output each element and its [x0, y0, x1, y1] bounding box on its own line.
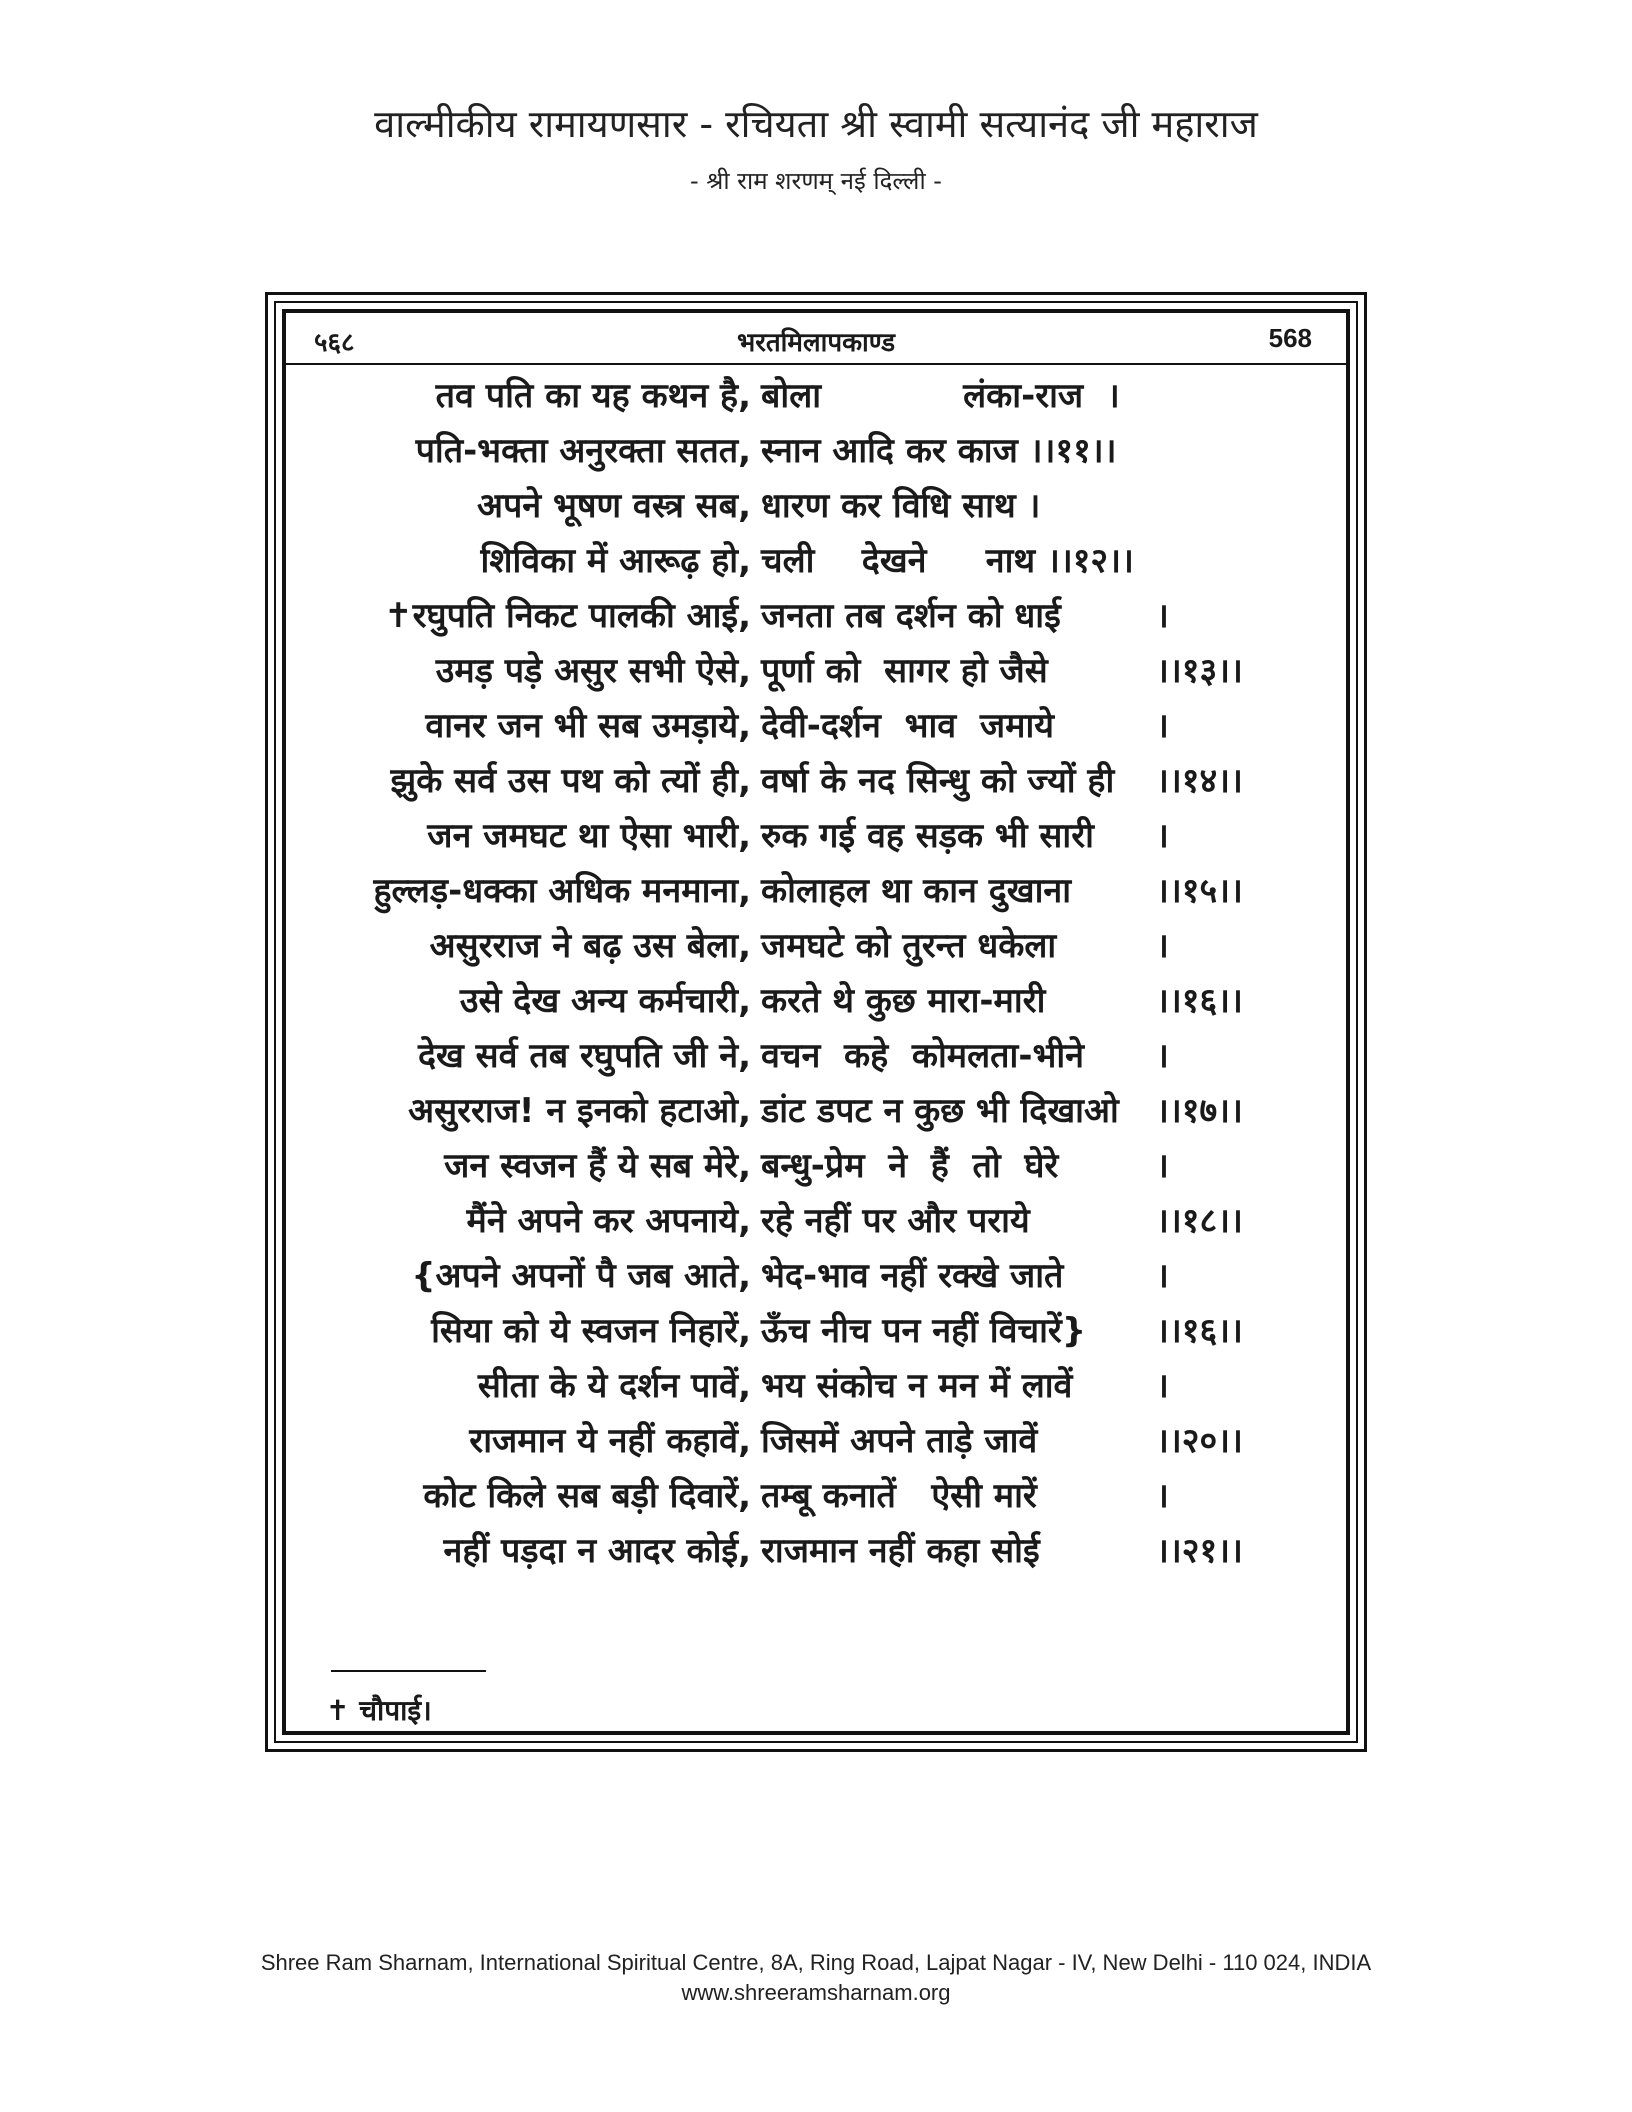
verse-first-half: जन स्वजन हैं ये सब मेरे, — [444, 1146, 751, 1186]
verse-first-half: नहीं पड़दा न आदर कोई, — [443, 1531, 751, 1571]
verse-first-half: कोट किले सब बड़ी दिवारें, — [423, 1476, 751, 1516]
verse-first-half: सिया को ये स्वजन निहारें, — [431, 1311, 751, 1351]
verse-marker: । — [1156, 926, 1169, 966]
verse-second-half: जमघटे को तुरन्त धकेला — [761, 926, 1057, 966]
verse-first-half: ✝रघुपति निकट पालकी आई, — [384, 596, 751, 636]
verse-second-half: बोला लंका-राज । — [761, 376, 1120, 416]
page-header — [286, 313, 1346, 365]
verse-line — [286, 1413, 1346, 1469]
verse-marker: ।।१५।। — [1156, 871, 1243, 911]
verse-line — [286, 1028, 1346, 1084]
verse-first-half: उसे देख अन्य कर्मचारी, — [459, 981, 751, 1021]
verse-first-half: अपने भूषण वस्त्र सब, — [476, 486, 751, 526]
verse-first-half: सीता के ये दर्शन पावें, — [477, 1366, 751, 1406]
verse-first-half: देख सर्व तब रघुपति जी ने, — [417, 1036, 751, 1076]
verse-line — [286, 478, 1346, 534]
verse-first-half: {अपने अपनों पै जब आते, — [411, 1256, 751, 1296]
verse-line — [286, 1083, 1346, 1139]
page-number-latin: 568 — [1268, 323, 1312, 353]
verse-marker: । — [1156, 1476, 1169, 1516]
verse-line — [286, 643, 1346, 699]
verse-line — [286, 1358, 1346, 1414]
verse-first-half: झुके सर्व उस पथ को त्यों ही, — [390, 761, 751, 801]
verse-marker: ।।१३।। — [1156, 651, 1243, 691]
verse-second-half: चली देखने नाथ ।।१२।। — [761, 541, 1134, 581]
verse-second-half: धारण कर विधि साथ । — [761, 486, 1041, 526]
footnote: ✝ चौपाई। — [326, 1694, 432, 1727]
footer-address: Shree Ram Sharnam, International Spiritual Centre, 8A, Ring Road, Lajpat Nagar - IV, New Delhi - 110 024, INDIA — [260, 1950, 1372, 1975]
footer-website: www.shreeramsharnam.org — [681, 1980, 951, 2005]
verse-first-half: राजमान ये नहीं कहावें, — [469, 1421, 751, 1461]
verse-first-half: वानर जन भी सब उमड़ाये, — [425, 706, 751, 746]
verse-second-half: बन्धु-प्रेम ने हैं तो घेरे — [761, 1146, 1059, 1186]
verse-marker: । — [1156, 706, 1169, 746]
footnote-divider — [331, 1670, 486, 1672]
verse-first-half: असुरराज ने बढ़ उस बेला, — [429, 926, 751, 966]
verse-marker: ।।१४।। — [1156, 761, 1243, 801]
verse-marker: । — [1156, 596, 1169, 636]
verse-second-half: वर्षा के नद सिन्धु को ज्यों ही — [761, 761, 1115, 801]
verse-first-half: तव पति का यह कथन है, — [435, 376, 751, 416]
verse-line — [286, 1468, 1346, 1524]
verse-second-half: भय संकोच न मन में लावें — [761, 1366, 1073, 1406]
document-title: वाल्मीकीय रामायणसार - रचियता श्री स्वामी सत्यानंद जी महाराज — [374, 102, 1258, 146]
verse-marker: ।।२०।। — [1156, 1421, 1243, 1461]
verse-line — [286, 1138, 1346, 1194]
verse-second-half: राजमान नहीं कहा सोई — [761, 1531, 1040, 1571]
verse-first-half: उमड़ पड़े असुर सभी ऐसे, — [435, 651, 751, 691]
page-number-devanagari: ५६८ — [314, 328, 355, 358]
verse-marker: । — [1156, 1146, 1169, 1186]
verse-line — [286, 423, 1346, 479]
verse-second-half: डांट डपट न कुछ भी दिखाओ — [761, 1091, 1119, 1131]
verse-line — [286, 698, 1346, 754]
verse-second-half: वचन कहे कोमलता-भीने — [761, 1036, 1085, 1076]
verse-second-half: करते थे कुछ मारा-मारी — [761, 981, 1046, 1021]
verse-second-half: स्नान आदि कर काज ।।११।। — [761, 431, 1117, 471]
verse-first-half: मैंने अपने कर अपनाये, — [466, 1201, 751, 1241]
verse-line — [286, 753, 1346, 809]
verse-second-half: कोलाहल था कान दुखाना — [761, 871, 1072, 911]
verse-second-half: तम्बू कनातें ऐसी मारें — [761, 1476, 1037, 1516]
verse-marker: ।।१८।। — [1156, 1201, 1243, 1241]
verse-line — [286, 863, 1346, 919]
verse-line — [286, 368, 1346, 424]
verse-line — [286, 918, 1346, 974]
verse-second-half: रहे नहीं पर और पराये — [761, 1201, 1030, 1241]
verse-marker: । — [1156, 1366, 1169, 1406]
verse-second-half: देवी-दर्शन भाव जमाये — [761, 706, 1054, 746]
verse-marker: । — [1156, 1256, 1169, 1296]
verse-second-half: जिसमें अपने ताड़े जावें — [761, 1421, 1038, 1461]
verse-first-half: शिविका में आरूढ़ हो, — [480, 541, 751, 581]
verse-marker: । — [1156, 1036, 1169, 1076]
verse-line — [286, 1248, 1346, 1304]
verse-line — [286, 1303, 1346, 1359]
verse-marker: ।।१६।। — [1156, 981, 1243, 1021]
verse-marker: ।।२१।। — [1156, 1531, 1243, 1571]
verse-line — [286, 1193, 1346, 1249]
page-content — [282, 309, 1350, 1735]
verse-line — [286, 973, 1346, 1029]
verse-marker: । — [1156, 816, 1169, 856]
verse-second-half: भेद-भाव नहीं रक्खे जाते — [761, 1256, 1064, 1296]
section-title: भरतमिलापकाण्ड — [736, 328, 896, 358]
verse-second-half: ऊँच नीच पन नहीं विचारें} — [761, 1311, 1087, 1351]
verse-marker: ।।१६।। — [1156, 1311, 1243, 1351]
verse-line — [286, 808, 1346, 864]
verse-first-half: जन जमघट था ऐसा भारी, — [427, 816, 751, 856]
document-subtitle: - श्री राम शरणम् नई दिल्ली - — [690, 167, 942, 195]
verse-first-half: हुल्लड़-धक्का अधिक मनमाना, — [373, 871, 751, 911]
verse-second-half: जनता तब दर्शन को धाई — [761, 596, 1061, 636]
page-frame — [265, 292, 1367, 1752]
verse-line — [286, 1523, 1346, 1579]
verse-first-half: असुरराज! न इनको हटाओ, — [408, 1091, 751, 1131]
verse-line — [286, 588, 1346, 644]
verse-line — [286, 533, 1346, 589]
verse-second-half: रुक गई वह सड़क भी सारी — [761, 816, 1094, 856]
verse-second-half: पूर्णा को सागर हो जैसे — [761, 651, 1048, 691]
verse-first-half: पति-भक्ता अनुरक्ता सतत, — [415, 431, 751, 471]
verse-marker: ।।१७।। — [1156, 1091, 1243, 1131]
page-frame-middle — [274, 301, 1358, 1743]
